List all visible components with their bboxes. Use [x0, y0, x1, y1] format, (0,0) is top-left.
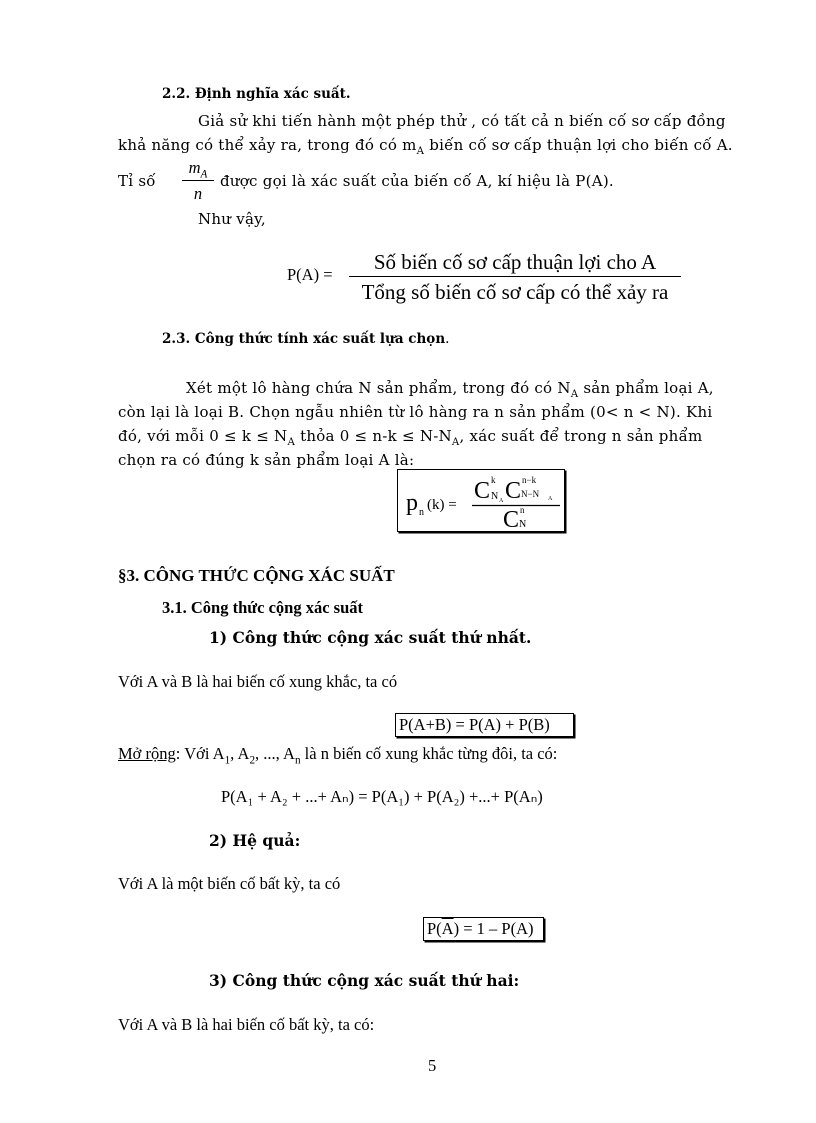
item-3-heading: 3) Công thức cộng xác suất thứ hai:: [209, 971, 520, 990]
item-2-heading: 2) Hệ quả:: [209, 831, 301, 850]
paragraph-2-2-line1: Giả sử khi tiến hành một phép thử , có tất cả n biến cố sơ cấp đồng: [198, 112, 726, 130]
item-3-text: Với A và B là hai biến cố bất kỳ, ta có:: [118, 1015, 375, 1034]
paragraph-2-2-line2: khả năng có thể xảy ra, trong đó có $m_A$ biến cố sơ cấp thuận lợi cho biến cố A.: [118, 136, 733, 157]
formula-c3-sup: n: [520, 505, 525, 515]
ratio-suffix: được gọi là xác suất của biến cố A, kí hiệu là P(A).: [220, 172, 614, 190]
addition-formula: P(A+B) = P(A) + P(B): [399, 715, 550, 734]
heading-2-2: 2.2. Định nghĩa xác suất.: [162, 86, 351, 102]
probability-definition-fraction: Số biến cố sơ cấp thuận lợi cho A Tổng số biến cố sơ cấp có thể xảy ra: [349, 249, 681, 305]
formula-c3-sub: N: [519, 519, 527, 530]
formula-c1-sup: k: [491, 475, 496, 485]
paragraph-2-3-line1: Xét một lô hàng chứa N sản phẩm, trong đó có $N_A$ sản phẩm loại A,: [186, 379, 714, 400]
formula-k: (k) =: [427, 497, 457, 513]
complement-formula-box: [423, 917, 544, 941]
probability-lhs: P(A) =: [287, 265, 333, 284]
addition-formula-box: [395, 713, 574, 737]
item-2-text: Với A là một biến cố bất kỳ, ta có: [118, 874, 341, 893]
formula-c1-sub: N: [491, 491, 499, 502]
formula-c1-subsub: A: [499, 498, 504, 504]
hypergeometric-formula-box: [397, 469, 565, 532]
item-1-text: Với A và B là hai biến cố xung khắc, ta có: [118, 672, 398, 691]
section-3-heading: §3. CÔNG THỨC CỘNG XÁC SUẤT: [118, 566, 395, 585]
ratio-prefix: Tỉ số: [118, 172, 156, 190]
ratio-fraction: $m_A$ n: [182, 158, 214, 207]
complement-formula: $P(\overline{A}) = 1 - P(A)$: [427, 919, 534, 938]
subsection-3-1-heading: 3.1. Công thức cộng xác suất: [162, 598, 364, 617]
formula-c2-sup: n−k: [522, 475, 537, 485]
formula-c2: C: [505, 478, 522, 504]
page-number: 5: [428, 1056, 437, 1075]
formula-c1: C: [474, 478, 491, 504]
paragraph-2-3-line2: còn lại là loại B. Chọn ngẫu nhiên từ lô hàng ra n sản phẩm (0< n < N). Khi: [118, 403, 713, 421]
extension-line: Mở rộng: Với $A_1$, $A_2$, ..., $A_n$ là n biến cố xung khắc từng đôi, ta có:: [118, 744, 558, 767]
extension-formula: P(A₁ + A₂ + ...+ Aₙ) = P(A₁) + P(A₂) +...+ P(Aₙ): [221, 787, 543, 806]
hypergeometric-formula: [398, 470, 564, 531]
extension-label: Mở rộng: [118, 744, 176, 763]
formula-c2-subsub: A: [548, 496, 553, 502]
paragraph-2-3-line4: chọn ra có đúng k sản phẩm loại A là:: [118, 451, 415, 469]
formula-p-sub: n: [419, 507, 424, 518]
item-1-heading: 1) Công thức cộng xác suất thứ nhất.: [209, 628, 532, 647]
thus-text: Như vậy,: [198, 210, 266, 228]
heading-2-3: 2.3. Công thức tính xác suất lựa chọn.: [162, 331, 450, 347]
formula-c3: C: [503, 507, 520, 531]
paragraph-2-3-line3: đó, với mỗi $0 \le k \le N_A$ thỏa $0 \le n-k \le N-N_A$, xác suất để trong n sản phẩm: [118, 427, 703, 448]
formula-c2-sub: N−N: [521, 489, 540, 499]
formula-p: p: [406, 490, 418, 516]
